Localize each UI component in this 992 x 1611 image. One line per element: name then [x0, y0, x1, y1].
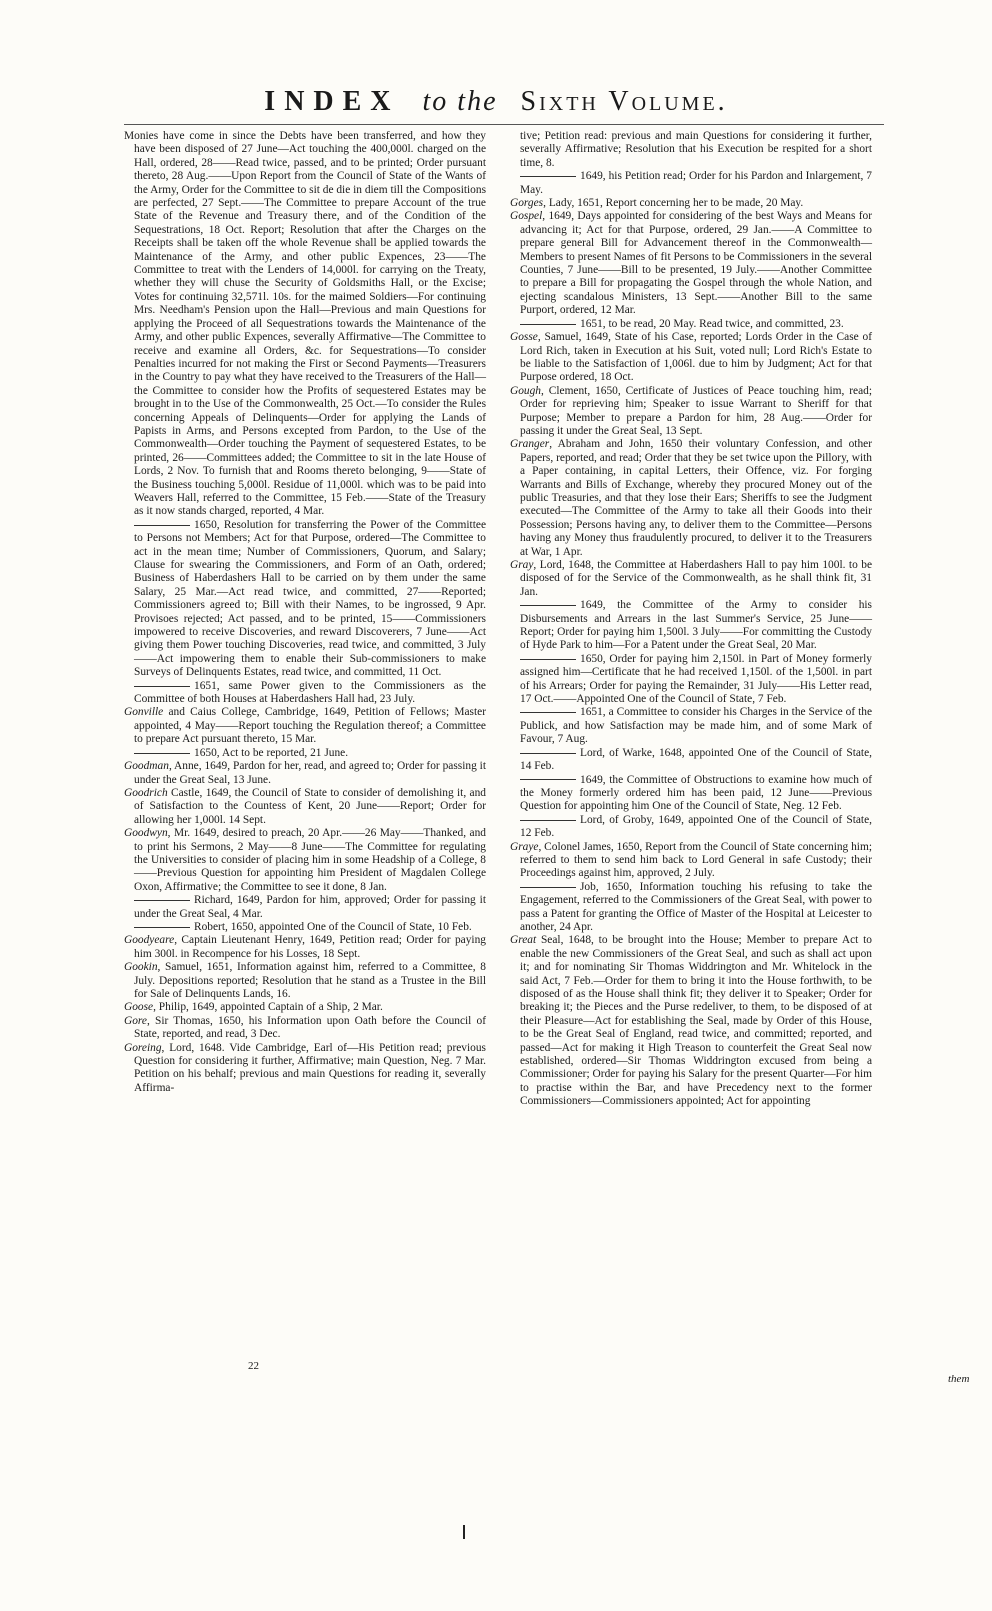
entry-headword: Gore	[124, 1014, 147, 1027]
index-entry	[124, 706, 486, 746]
page-header	[0, 86, 992, 118]
header-rule	[124, 124, 884, 125]
ditto-dash	[520, 605, 576, 606]
index-entry	[124, 787, 486, 827]
index-entry	[510, 318, 872, 331]
entry-text: , Clement, 1650, Certificate of Justices of Peace touching him, read; Order for reprieving him; Speaker to issue Warrant to Sheriff for that Purpose; Member to prepare a Pardon for him, 28 Aug.——Order for passing it under the Great Seal, 13 Sept.	[520, 384, 872, 437]
entry-text: , Samuel, 1649, State of his Case, reported; Lords Order in the Case of Lord Rich, taken in Execution at his Suit, voted null; Lord Rich's Estate to be liable to the Satisfaction of 1,006l. due to him by Judgment; Act for that Purpose ordered, 18 Oct.	[520, 331, 872, 384]
entry-text: 1649, the Committee of the Army to consider his Disbursements and Arrears in the last Summer's Service, 25 June——Report; Order for paying him 1,500l. 3 July——For committing the Custody of Hyde Park to him—For a Patent under the Great Seal, 20 Mar.	[520, 599, 872, 652]
entry-text: , Anne, 1649, Pardon for her, read, and agreed to; Order for passing it under the Great Seal, 13 June.	[134, 760, 486, 786]
ditto-dash	[134, 753, 190, 754]
ditto-dash	[134, 525, 190, 526]
entry-headword: Gookin	[124, 961, 158, 974]
entry-text: , Lord, 1648, the Committee at Haberdashers Hall to pay him 100l. to be disposed of for the Service of the Commonwealth, as he shall think fit, 31 Jan.	[520, 559, 872, 598]
entry-text: , Captain Lieutenant Henry, 1649, Petition read; Order for paying him 300l. in Recompence for his Losses, 18 Sept.	[134, 934, 486, 960]
index-entry	[510, 881, 872, 935]
entry-text: 1651, to be read, 20 May. Read twice, and committed, 23.	[580, 317, 844, 330]
ditto-dash	[520, 887, 576, 888]
entry-headword: Goodyeare	[124, 934, 175, 947]
index-entry	[510, 599, 872, 653]
entry-text: , Lady, 1651, Report concerning her to be made, 20 May.	[543, 197, 804, 210]
index-entry	[510, 774, 872, 814]
index-entry	[510, 814, 872, 841]
entry-text: Lord, of Warke, 1648, appointed One of the Council of State, 14 Feb.	[520, 746, 872, 773]
entry-headword: Gospel	[510, 210, 543, 223]
entry-headword: Goodwyn	[124, 827, 168, 840]
ditto-dash	[520, 324, 576, 325]
index-entry	[510, 559, 872, 599]
index-entry	[510, 934, 872, 1108]
header-index: INDEX	[264, 86, 400, 117]
left-column	[124, 130, 486, 1095]
index-entry	[510, 747, 872, 774]
ditto-dash	[520, 779, 576, 780]
entry-text: Monies have come in since the Debts have been transferred, and how they have been disposed of 27 June—Act touching the 400,000l. charged on the Hall, ordered, 28——Read twice, passed, and to be printed; Order pursuant thereto, 28 Aug.——Upon Report from the Council of State of the Wants of the Army, Order for the Committee to sit de die in diem till the Compositions are perfected, 27 Sept.——The Committee to prepare Account of the true State of the Revenue and Treasury there, and of the Condition of the Sequestrations, 18 Oct. Report; Resolution that after the Charges on the Receipts shall be taken off the whole Revenue shall be applied towards the Maintenance of the Army, and other public Expences, 23——The Committee to treat with the Lenders of 14,000l. for carrying on the Treaty, whether they will chuse the Security of Goldsmiths Hall, or the Excise; Votes for continuing 32,571l. 10s. for the maimed Soldiers—For continuing Mrs. Needham's Pension upon the Hall—Previous and main Questions for applying the Proceed of all Sequestrations towards the Maintenance of the Army, and other public Expences, severally Affirmative—The Committee to receive and examine all Orders, &c. for Sequestrations—To consider Penalties incurred for not making the First or Second Payments—Treasurers in the Country to pay what they have received to the Treasurers of the Hall—the Committee to consider how the Profits of sequestered Estates may be brought in to the Use of the Commonwealth, 25 Oct.—To consider the Rules concerning Appeals of Delinquents—Order for applying the Lands of Papists in Arms, and Persons excepted from Pardon, to the Use of the Commonwealth—Order touching the Payment of sequestered Estates, to be printed, 26——Committees added; the Committee to sit in the late House of Lords, 2 Nov. To furnish that and Rooms thereto belonging, 9——State of the Business touching 5,000l. Residue of 11,000l. which was to be paid into Weavers Hall, referred to the Committee, 15 Feb.——State of the Treasury as it now stands charged, reported, 4 Mar.	[124, 130, 487, 518]
entry-headword: Gough	[510, 384, 542, 397]
entry-text: Richard, 1649, Pardon for him, approved; Order for passing it under the Great Seal, 4 Mar.	[134, 894, 486, 920]
index-entry	[124, 934, 486, 961]
ditto-dash	[134, 927, 190, 928]
index-entry	[124, 130, 486, 519]
entry-text: 1650, Act to be reported, 21 June.	[194, 746, 349, 759]
entry-text: 1651, same Power given to the Commissioners as the Committee of both Houses at Haberdashers Hall had, 23 July.	[134, 679, 486, 706]
entry-text: Lord, of Groby, 1649, appointed One of the Council of State, 12 Feb.	[520, 813, 872, 840]
entry-text: 1651, a Committee to consider his Charges in the Service of the Publick, and how Satisfaction may be made him, and of some Mark of Favour, 7 Aug.	[520, 706, 872, 746]
entry-text: , Samuel, 1651, Information against him, referred to a Committee, 8 July. Depositions reported; Resolution that he stand as a Trustee in the Bill for Sale of Delinquents Lands, 16.	[134, 961, 486, 1000]
ditto-dash	[134, 686, 190, 687]
ditto-dash	[134, 900, 190, 901]
entry-headword: Goose	[124, 1001, 154, 1014]
entry-text: and Caius College, Cambridge, 1649, Petition of Fellows; Master appointed, 4 May——Report touching the Regulation thereof; a Committee to prepare Act pursuant thereto, 15 Mar.	[134, 706, 486, 746]
entry-text: 1649, the Committee of Obstructions to examine how much of the Money formerly ordered him has been paid, 12 June——Previous Question for appointing him One of the Council of State, Neg. 12 Feb.	[520, 773, 872, 813]
entry-text: , Sir Thomas, 1650, his Information upon Oath before the Council of State, reported, and read, 3 Dec.	[134, 1014, 486, 1041]
catchword: them	[948, 1373, 970, 1385]
entry-text: tive; Petition read: previous and main Questions for considering it further, severally Affirmative; Resolution that his Execution be respited for a short time, 8.	[520, 130, 872, 169]
index-entry	[124, 827, 486, 894]
entry-text: Castle, 1649, the Council of State to consider of demolishing it, and of Satisfaction to the Countess of Kent, 20 June——Report; Order for allowing her 1,000l. 14 Sept.	[134, 786, 486, 826]
index-entry	[124, 921, 486, 934]
entry-headword: Great	[510, 934, 537, 947]
index-entry	[124, 1015, 486, 1042]
index-entry	[510, 841, 872, 881]
entry-text: , Lord, 1648. Vide Cambridge, Earl of—His Petition read; previous Question for considering it further, Affirmative; main Question, Neg. 7 Mar. Petition on his behalf; previous and main Questions for reading it, severally Affirma-	[134, 1041, 486, 1094]
index-entry	[124, 1001, 486, 1014]
entry-headword: Granger	[510, 438, 550, 451]
entry-headword: Gosse	[510, 331, 538, 344]
ditto-dash	[520, 712, 576, 713]
index-entry	[124, 760, 486, 787]
entry-text: , Mr. 1649, desired to preach, 20 Apr.——26 May——Thanked, and to print his Sermons, 2 May——8 June——The Committee for regulating the Universities to consider of placing him in some Headship of a College, 8——Previous Question for appointing him President of Magdalen College Oxon, Affirmative; the Committee to see it done, 8 Jan.	[134, 827, 486, 893]
index-entry	[510, 385, 872, 439]
entry-text: Robert, 1650, appointed One of the Council of State, 10 Feb.	[194, 920, 472, 933]
entry-text: , Abraham and John, 1650 their voluntary Confession, and other Papers, reported, and read; Order that they be set twice upon the Pillory, with a Paper containing, in capital Letters, their Offence, viz. For forging Warrants and Bills of Exchange, whereby they procured Money out of the public Treasuries, and that they lose their Ears; Sheriffs to see the Judgment executed—The Committee of the Army to take all their Goods into their Possession; Persons having any, to deliver them to the Committee—Persons having any Money thus fraudulently procured, to deliver it to the Treasurers at War, 1 Apr.	[520, 438, 872, 558]
ditto-dash	[520, 659, 576, 660]
index-entry	[124, 747, 486, 760]
header-volume: Sixth Volume.	[520, 86, 728, 117]
entry-headword: Gonville	[124, 706, 164, 719]
entry-headword: Goreing	[124, 1041, 162, 1054]
entry-headword: Gorges	[510, 197, 544, 210]
index-entry	[510, 210, 872, 317]
entry-headword: Graye	[510, 840, 539, 853]
page-number: 22	[248, 1360, 259, 1372]
index-entry	[510, 706, 872, 746]
entry-headword: Goodrich	[124, 786, 168, 799]
margin-mark	[463, 1525, 465, 1539]
entry-text: , Colonel James, 1650, Report from the Council of State concerning him; referred to them to send him back to Lord General in safe Custody; their Proceedings against him, approved, 2 July.	[520, 840, 872, 880]
entry-text: 1650, Order for paying him 2,150l. in Part of Money formerly assigned him—Certificate that he had received 1,150l. of the 1,500l. in part of his Arrears; Order for paying the Remainder, 31 July——His Letter read, 17 Oct.——Appointed One of the Council of State, 7 Feb.	[520, 652, 872, 706]
index-entry	[510, 170, 872, 197]
entry-text: 1650, Resolution for transferring the Power of the Committee to Persons not Members; Act for that Purpose, ordered—The Committee to act in the mean time; Number of Commissioners, Quorum, and Salary; Clause for swearing the Commissioners, and Form of an Oath, ordered; Business of Haberdashers Hall to be carried on by them under the same Salary, 25 Mar.—Act read twice, and committed, 27——Reported; Commissioners agreed to; Bill with their Names, to be ingrossed, 9 Apr. Provisoes rejected; Act passed, and to be printed, 15——Commissioners impowered to receive Discoveries, and reward Discoverers, 7 June——Act giving them Power touching Discoveries, read twice, and committed, 3 July——Act impowering them to enable their Sub-commissioners to make Surveys of Delinquents Estates, read twice, and committed, 11 Oct.	[134, 518, 486, 679]
ditto-dash	[520, 820, 576, 821]
right-column	[510, 130, 872, 1109]
entry-text: 1649, his Petition read; Order for his Pardon and Inlargement, 7 May.	[520, 170, 872, 196]
index-entry	[124, 519, 486, 680]
index-entry	[124, 1042, 486, 1096]
index-entry	[124, 961, 486, 1001]
index-entry	[510, 130, 872, 170]
ditto-dash	[520, 176, 576, 177]
index-entry	[510, 331, 872, 385]
entry-headword: Gray	[510, 559, 534, 571]
index-entry	[124, 680, 486, 707]
entry-text: , Philip, 1649, appointed Captain of a Ship, 2 Mar.	[153, 1001, 383, 1014]
ditto-dash	[520, 753, 576, 754]
header-to-the: to the	[422, 86, 498, 117]
index-entry	[510, 197, 872, 210]
index-entry	[510, 438, 872, 559]
index-entry	[124, 894, 486, 921]
entry-headword: Goodman	[124, 760, 169, 773]
index-entry	[510, 653, 872, 707]
entry-text: Job, 1650, Information touching his refusing to take the Engagement, referred to the Commissioners of the Great Seal, with power to pass a Patent for granting the Office of Master of the Hospital at Leicester to another, 24 Apr.	[520, 880, 872, 933]
entry-text: Seal, 1648, to be brought into the House; Member to prepare Act to enable the new Commissioners of the Great Seal, and such as shall act upon it; and for nominating Sir Thomas Widdrington and Mr. Whitelock in the said Act, 7 Feb.—Order for them to bring it into the House forthwith, to be disposed of as the House shall think fit; they deliver it to Speaker; Order for breaking it; the Pieces and the Purse redeliver, to them, to be disposed of at their Pleasure—Act for establishing the Seal, made by Order of this House, to be the Great Seal of England, read twice, and committed; reported, and passed—Act for making it High Treason to counterfeit the Great Seal now established, ordered—Sir Thomas Widdrington excused from being a Commissioner; Order for paying his Salary for the present Quarter—For him to practise within the Bar, and have Precedency next to the former Commissioners—Commissioners appointed; Act for appointing	[520, 934, 872, 1108]
entry-text: , 1649, Days appointed for considering of the best Ways and Means for advancing it; Act for that Purpose, ordered, 29 Jan.——A Committee to prepare general Bill for Advancement thereof in the Commonwealth—Members to present Names of fit Persons to be Commissioners in the several Counties, 7 June——Bill to be presented, 19 July.——Another Committee to prepare a Bill for propagating the Gospel through the whole Nation, and ejecting scandalous Ministers, 13 Sept.——Another Bill to the same Purport, ordered, 12 Mar.	[520, 210, 872, 317]
